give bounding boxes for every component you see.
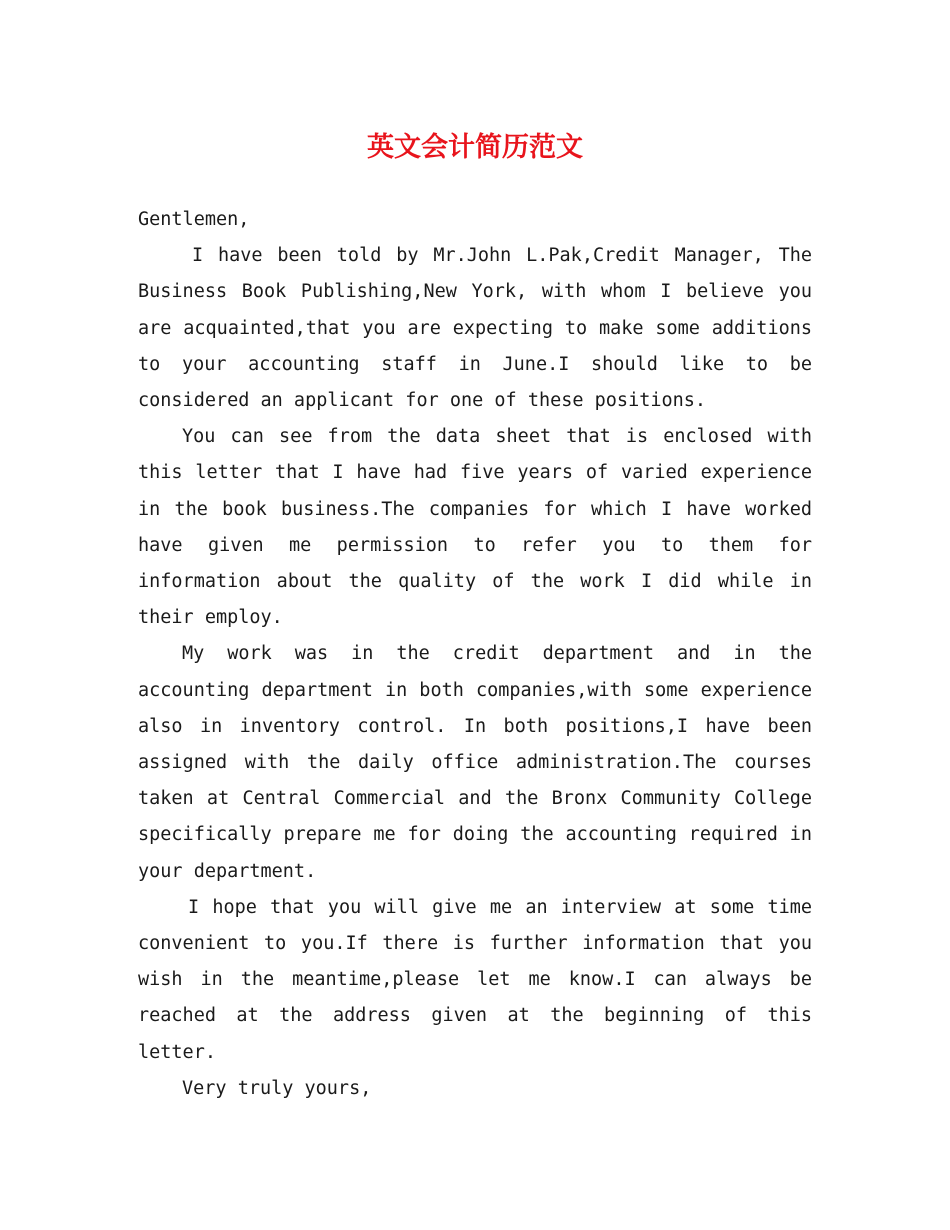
paragraph-3: My work was in the credit department and in the accounting department in both companies,with some experience also in inventory control. In both positions,I have been assigned with the daily office administration.The courses taken at Central Commercial and the Bronx Community College specifically prepare me for doing the accounting required in your department. xyxy=(138,643,812,882)
paragraph-2: You can see from the data sheet that is enclosed with this letter that I have had five years of varied experience in the book business.The companies for which I have worked have given me permission to refer you to them for information about the quality of the work I did while in their employ. xyxy=(138,426,812,629)
paragraph-4: I hope that you will give me an interview at some time convenient to you.If there is further information that you wish in the meantime,please let me know.I can always be reached at the address given at the beginning of this letter. xyxy=(138,896,812,1063)
salutation: Gentlemen, xyxy=(138,209,250,230)
letter-body xyxy=(138,202,812,1107)
paragraph-1: I have been told by Mr.John L.Pak,Credit Manager, The Business Book Publishing,New York, with whom I believe you are acquainted,that you are expecting to make some additions to your accounting staff in June.I should like to be considered an applicant for one of these positions. xyxy=(138,245,812,412)
closing: Very truly yours, xyxy=(182,1077,372,1099)
page-title: 英文会计简历范文 xyxy=(367,132,583,163)
